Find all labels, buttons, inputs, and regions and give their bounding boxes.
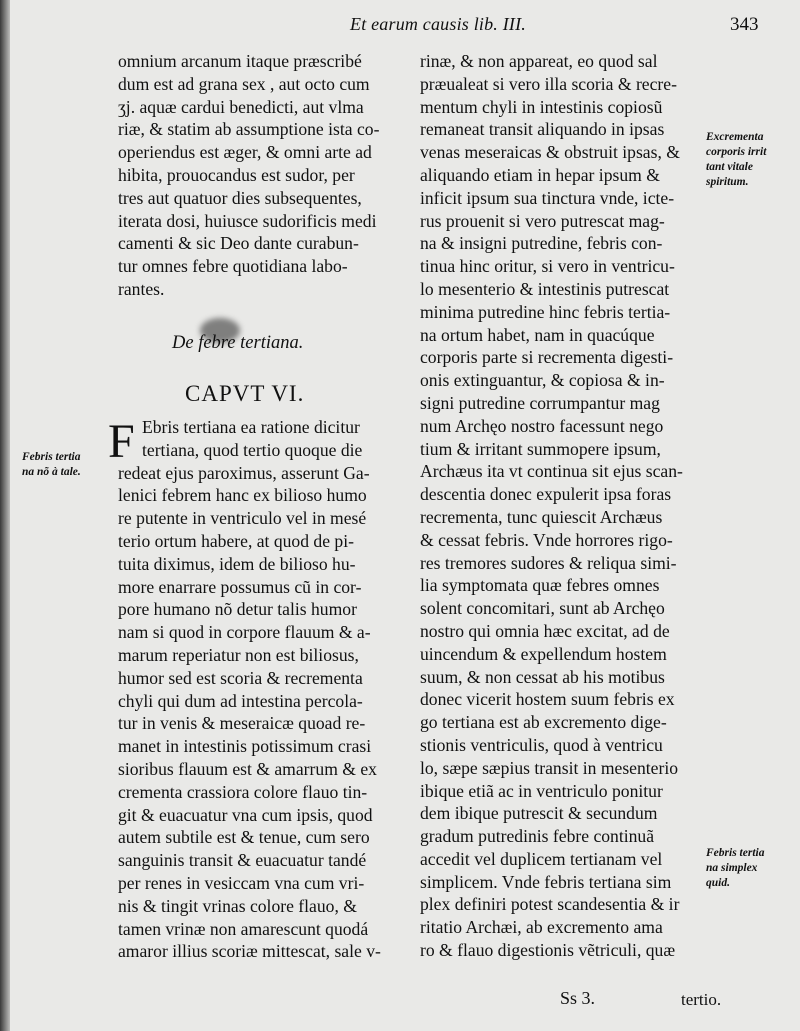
- text-line: riæ, & statim ab assumptione ista co-: [118, 119, 380, 140]
- text-line: suum, & non cessat ab his motibus: [420, 666, 665, 687]
- text-line: accedit vel duplicem tertianam vel: [420, 848, 663, 869]
- text-line: venas meseraicas & obstruit ipsas, &: [420, 142, 680, 163]
- text-line: tuita diximus, idem de bilioso hu-: [118, 553, 356, 574]
- margin-note-line: na simplex: [706, 862, 758, 874]
- margin-note-left: [22, 450, 81, 480]
- signature-mark: Ss 3.: [560, 988, 596, 1008]
- margin-note-line: Febris tertia: [706, 847, 765, 859]
- text-line: rus prouenit si vero putrescat mag-: [420, 210, 665, 231]
- chapter-body: [108, 415, 381, 963]
- text-line: dem ibique putrescit & secundum: [420, 803, 658, 824]
- left-column-top: [118, 50, 379, 301]
- text-line: sanguinis transit & euacuatur tandé: [118, 850, 367, 871]
- text-line: tres aut quatuor dies subsequentes,: [118, 187, 362, 208]
- text-line: na & insigni putredine, febris con-: [420, 233, 663, 254]
- text-line: tur omnes febre quotidiana labo-: [118, 256, 348, 277]
- text-line: res tremores sudores & reliqua simi-: [420, 552, 677, 573]
- text-line: rantes.: [118, 278, 165, 299]
- text-line: manet in intestinis potissimum crasi: [118, 736, 372, 757]
- text-line: nostro qui omnia hæc excitat, ad de: [420, 620, 670, 641]
- text-line: terio ortum habere, at quod de pi-: [118, 530, 354, 551]
- text-line: onis extinguantur, & copiosa & in-: [420, 370, 665, 391]
- text-line: num Archęo nostro facessunt nego: [420, 415, 664, 436]
- text-line: na ortum habet, nam in quacúque: [420, 324, 655, 345]
- text-line: ro & flauo digestionis vẽtriculi, quæ: [420, 940, 676, 961]
- text-line: descentia donec expulerit ipsa foras: [420, 484, 672, 505]
- drop-capital: F: [108, 415, 135, 468]
- text-line: go tertiana est ab excremento dige-: [420, 712, 667, 733]
- text-line: præualeat si vero illa scoria & recre-: [420, 73, 677, 94]
- text-line: recrementa, tunc quiescit Archæus: [420, 506, 663, 527]
- chapter-title: CAPVT VI.: [185, 381, 305, 406]
- text-line: redeat ejus paroximus, asserunt Ga-: [118, 462, 370, 483]
- text-line: tamen vrinæ non amarescunt quodá: [118, 918, 369, 939]
- text-line: lo mesenterio & intestinis putrescat: [420, 278, 670, 299]
- text-line: mentum chyli in intestinis copiosũ: [420, 96, 663, 117]
- text-line: uincendum & expellendum hostem: [420, 643, 667, 664]
- catchword: tertio.: [681, 990, 722, 1009]
- text-line: dum est ad grana sex , aut octo cum: [118, 73, 370, 94]
- text-line: amaror illius scoriæ mittescat, sale v-: [118, 941, 381, 962]
- text-line: plex definiri potest scandesentia & ir: [420, 894, 680, 915]
- margin-note-right-bottom: [706, 846, 764, 891]
- text-line: tertiana, quod tertio quoque die: [142, 439, 363, 460]
- text-line: ibique etiã ac in ventriculo ponitur: [420, 780, 663, 801]
- margin-note-line: spiritum.: [706, 176, 749, 188]
- text-line: tium & irritant summopere ipsum,: [420, 438, 661, 459]
- text-line: donec vicerit hostem suum febris ex: [420, 689, 675, 710]
- text-line: iterata dosi, huiusce sudorificis medi: [118, 210, 377, 231]
- page-number: 343: [730, 14, 759, 35]
- text-line: crementa crassiora colore flauo tin-: [118, 781, 368, 802]
- text-line: re putente in ventriculo vel in mesé: [118, 508, 367, 529]
- text-line: autem subtile est & tenue, cum sero: [118, 827, 370, 848]
- text-line: pore humano nõ detur talis humor: [118, 599, 357, 620]
- text-line: Ebris tertiana ea ratione dicitur: [142, 417, 360, 437]
- text-line: nis & tingit vrinas colore flauo, &: [118, 895, 357, 916]
- text-line: camenti & sic Deo dante curabun-: [118, 233, 359, 254]
- text-line: remaneat transit aliquando in ipsas: [420, 119, 665, 140]
- text-line: Archæus ita vt continua sit ejus scan-: [420, 461, 683, 482]
- text-line: simplicem. Vnde febris tertiana sim: [420, 871, 672, 892]
- section-heading: De febre tertiana.: [172, 333, 304, 353]
- margin-note-line: Febris tertia: [22, 451, 81, 463]
- running-header: Et earum causis lib. III.: [350, 14, 526, 34]
- text-line: ritatio Archæi, ab excremento ama: [420, 917, 663, 938]
- text-line: sioribus flauum est & amarrum & ex: [118, 758, 377, 779]
- text-line: gradum putredinis febre continuã: [420, 826, 655, 847]
- margin-note-line: corporis irrit: [706, 146, 767, 158]
- text-line: signi putredine corrumpantur mag: [420, 392, 660, 413]
- text-line: chyli qui dum ad intestina percola-: [118, 690, 363, 711]
- text-line: operiendus est æger, & omni arte ad: [118, 142, 372, 163]
- margin-note-line: na nõ à tale.: [22, 466, 81, 478]
- text-line: per renes in vesiccam vna cum vri-: [118, 872, 365, 893]
- text-line: & cessat febris. Vnde horrores rigo-: [420, 529, 673, 550]
- text-line: nam si quod in corpore flauum & a-: [118, 622, 371, 643]
- text-line: more enarrare possumus cũ in cor-: [118, 576, 362, 597]
- margin-note-line: quid.: [706, 877, 730, 889]
- text-line: minima putredine hinc febris tertia-: [420, 301, 671, 322]
- text-line: humor sed est scoria & recrementa: [118, 667, 363, 688]
- text-line: tinua hinc oritur, si vero in ventricu-: [420, 256, 675, 277]
- text-line: hibita, prouocandus est sudor, per: [118, 164, 355, 185]
- margin-note-line: tant vitale: [706, 161, 753, 173]
- text-line: marum reperiatur non est biliosus,: [118, 644, 359, 665]
- margin-note-line: Excrementa: [706, 131, 764, 143]
- text-line: stionis ventriculis, quod à ventricu: [420, 734, 663, 755]
- text-line: lia symptomata quæ febres omnes: [420, 575, 660, 596]
- text-line: aliquando etiam in hepar ipsum &: [420, 164, 660, 185]
- text-line: omnium arcanum itaque præscribé: [118, 51, 362, 71]
- text-line: solent concomitari, sunt ab Archęo: [420, 598, 665, 619]
- text-line: git & euacuatur vna cum ipsis, quod: [118, 804, 373, 825]
- text-line: lenici febrem hanc ex bilioso humo: [118, 485, 367, 506]
- text-line: tur in venis & meseraicæ quoad re-: [118, 713, 366, 734]
- margin-note-right-top: [706, 130, 766, 190]
- text-line: rinæ, & non appareat, eo quod sal: [420, 51, 658, 71]
- text-line: ʒj. aquæ cardui benedicti, aut vlma: [118, 96, 364, 117]
- text-line: lo, sæpe sæpius transit in mesenterio: [420, 757, 679, 778]
- page-gutter-shadow: [0, 0, 10, 1031]
- text-line: inficit ipsum sua tinctura vnde, icte-: [420, 187, 675, 208]
- right-column: [420, 50, 683, 962]
- text-line: corporis parte si recrementa digesti-: [420, 347, 674, 368]
